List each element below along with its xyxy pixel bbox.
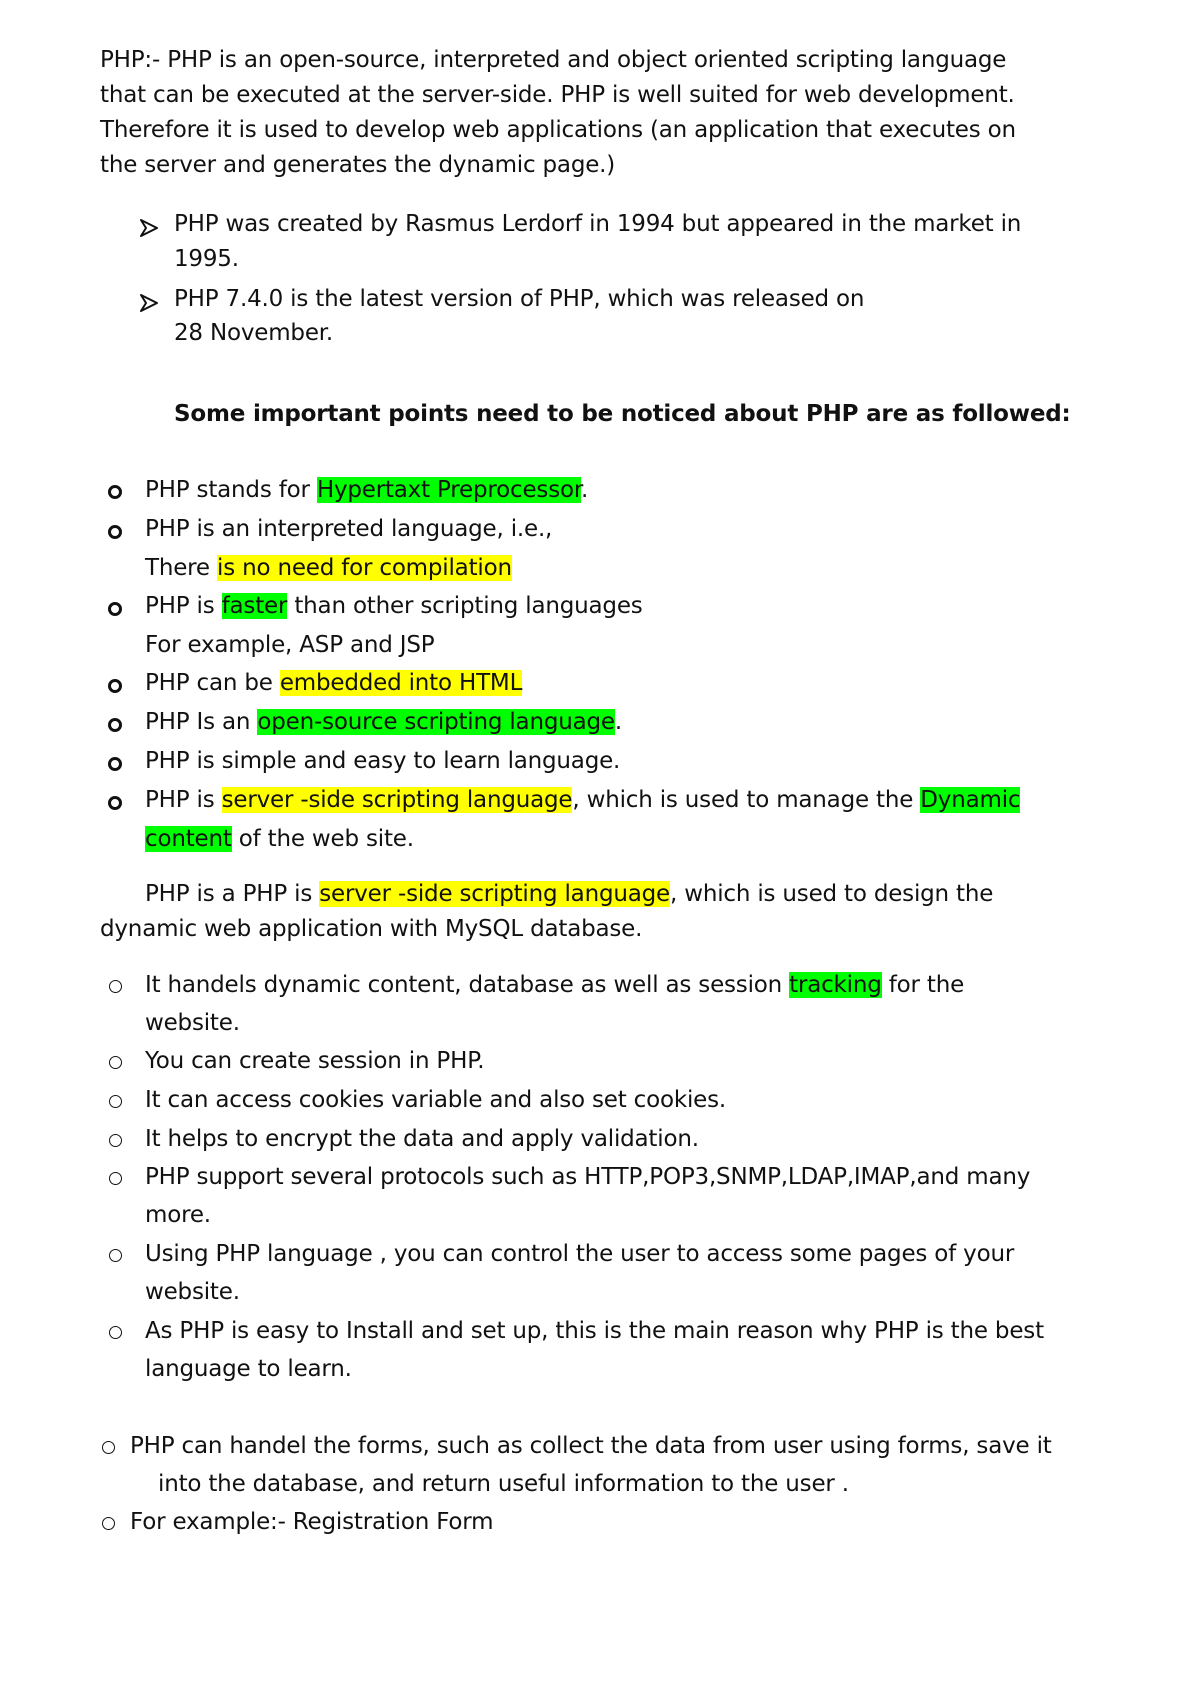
feature-5-line-2: more. xyxy=(145,1202,211,1228)
arrow-bullet-icon xyxy=(139,293,159,313)
summary-line-2: dynamic web application with MySQL database. xyxy=(100,916,643,942)
feature-4: It helps to encrypt the data and apply validation. xyxy=(145,1126,699,1152)
feature-7-line-2: language to learn. xyxy=(145,1356,352,1382)
bullet-icon xyxy=(102,1517,115,1530)
feature-1-line-2: website. xyxy=(145,1010,240,1036)
feature-1-line-1: It handels dynamic content, database as well as session tracking for the xyxy=(145,972,965,998)
extra-1-line-1: PHP can handel the forms, such as collect the data from user using forms, save it xyxy=(130,1433,1052,1459)
bullet-icon xyxy=(109,1134,122,1147)
intro-line-3: Therefore it is used to develop web applications (an application that executes on xyxy=(100,117,1016,143)
summary-line-1: PHP is a PHP is server -side scripting language, which is used to design the xyxy=(145,881,994,907)
intro-line-4: the server and generates the dynamic page.) xyxy=(100,152,616,178)
extra-2: For example:- Registration Form xyxy=(130,1509,494,1535)
feature-5-line-1: PHP support several protocols such as HTTP,POP3,SNMP,LDAP,IMAP,and many xyxy=(145,1164,1031,1190)
point-2-line-2: There is no need for compilation xyxy=(145,555,512,581)
point-3-line-2: For example, ASP and JSP xyxy=(145,632,435,658)
arrow-bullet-icon xyxy=(139,218,159,238)
bullet-icon xyxy=(109,1056,122,1069)
point-1: PHP stands for Hypertaxt Preprocessor. xyxy=(145,477,589,503)
bullet-icon xyxy=(108,718,122,732)
fact-2-line-1: PHP 7.4.0 is the latest version of PHP, which was released on xyxy=(174,286,865,312)
intro-line-1: PHP:- PHP is an open-source, interpreted and object oriented scripting language xyxy=(100,47,1007,73)
fact-2-line-2: 28 November. xyxy=(174,320,334,346)
points-heading: Some important points need to be noticed about PHP are as followed: xyxy=(174,401,1071,427)
bullet-icon xyxy=(108,757,122,771)
point-2-line-1: PHP is an interpreted language, i.e., xyxy=(145,516,553,542)
feature-3: It can access cookies variable and also set cookies. xyxy=(145,1087,727,1113)
bullet-icon xyxy=(108,796,122,810)
bullet-icon xyxy=(108,602,122,616)
point-3-line-1: PHP is faster than other scripting languages xyxy=(145,593,643,619)
point-7-line-2: content of the web site. xyxy=(145,826,414,852)
bullet-icon xyxy=(109,1326,122,1339)
fact-1-line-1: PHP was created by Rasmus Lerdorf in 1994 but appeared in the market in xyxy=(174,211,1022,237)
intro-line-2: that can be executed at the server-side. PHP is well suited for web development. xyxy=(100,82,1015,108)
point-4: PHP can be embedded into HTML xyxy=(145,670,523,696)
bullet-icon xyxy=(102,1441,115,1454)
feature-7-line-1: As PHP is easy to Install and set up, this is the main reason why PHP is the best xyxy=(145,1318,1044,1344)
bullet-icon xyxy=(109,1095,122,1108)
bullet-icon xyxy=(109,1172,122,1185)
point-5: PHP Is an open-source scripting language. xyxy=(145,709,622,735)
bullet-icon xyxy=(108,525,122,539)
point-7-line-1: PHP is server -side scripting language, which is used to manage the Dynamic xyxy=(145,787,1021,813)
extra-1-line-2: into the database, and return useful information to the user . xyxy=(158,1471,849,1497)
feature-6-line-2: website. xyxy=(145,1279,240,1305)
point-6: PHP is simple and easy to learn language. xyxy=(145,748,621,774)
bullet-icon xyxy=(109,980,122,993)
fact-1-line-2: 1995. xyxy=(174,246,239,272)
bullet-icon xyxy=(108,485,122,499)
feature-6-line-1: Using PHP language , you can control the user to access some pages of your xyxy=(145,1241,1015,1267)
bullet-icon xyxy=(108,679,122,693)
bullet-icon xyxy=(109,1249,122,1262)
feature-2: You can create session in PHP. xyxy=(145,1048,485,1074)
